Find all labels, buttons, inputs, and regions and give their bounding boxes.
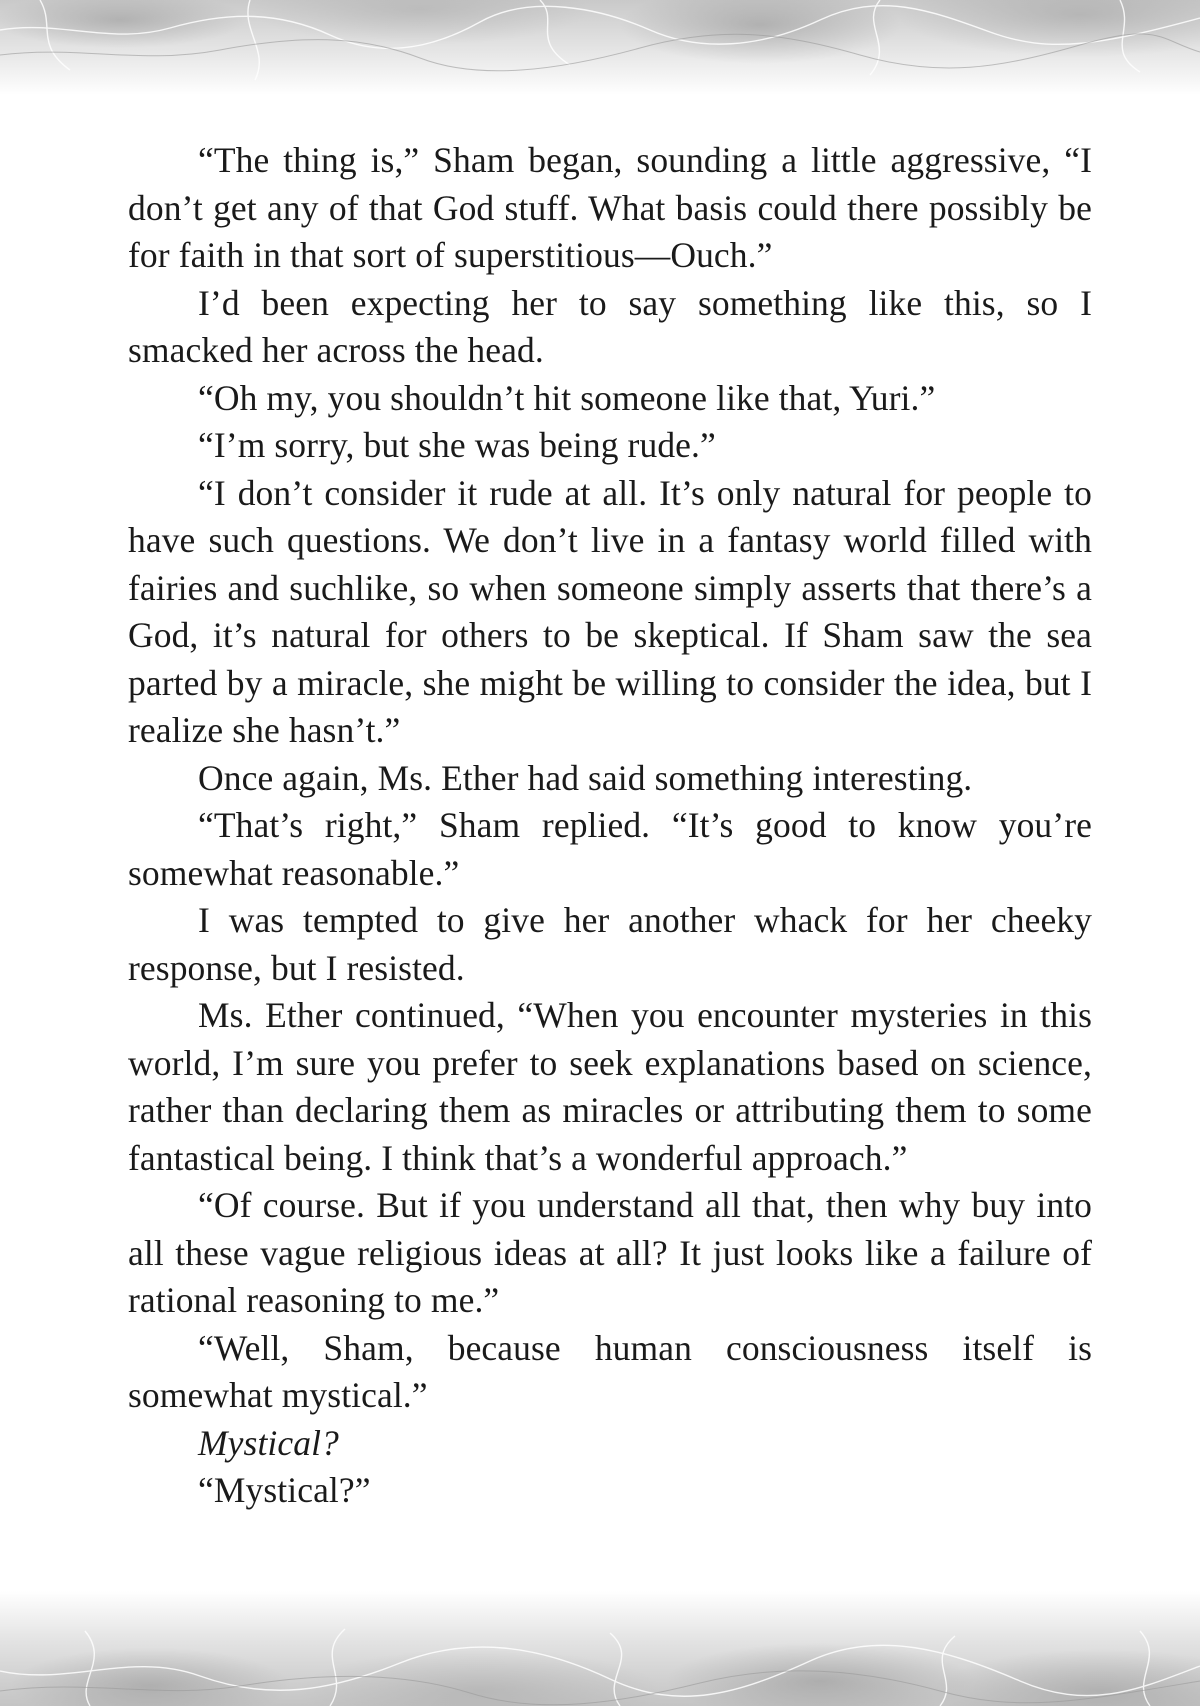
paragraph: “Of course. But if you understand all that, then why buy into all these vague religious ideas at all? It just looks like a failure of rational reasoning to me.”	[128, 1185, 1092, 1320]
paragraph: “Mystical?”	[198, 1470, 371, 1510]
paragraph: “I don’t consider it rude at all. It’s only natural for people to have such questions. We don’t live in a fantasy world filled with fairies and suchlike, so when someone simply asserts that there’s a God, it’s natural for others to be skeptical. If Sham saw the sea parted by a miracle, she might be willing to consider the idea, but I realize she hasn’t.”	[128, 472, 1092, 750]
italic-thought: Mystical?	[198, 1422, 339, 1463]
paragraph: “Well, Sham, because human consciousness itself is somewhat mystical.”	[128, 1327, 1092, 1415]
paragraph: “Oh my, you shouldn’t hit someone like that, Yuri.”	[198, 377, 936, 418]
paragraph: “The thing is,” Sham began, sounding a little aggressive, “I don’t get any of that God stuff. What basis could there possibly be for faith in that sort of superstitious—Ouch.”	[128, 140, 1092, 275]
paragraph: Once again, Ms. Ether had said something interesting.	[198, 757, 973, 798]
page-body	[128, 137, 1092, 1515]
paragraph: Ms. Ether continued, “When you encounter mysteries in this world, I’m sure you prefer to seek explanations based on science, rather than declaring them as miracles or attributing them to some fantastical being. I think that’s a wonderful approach.”	[128, 995, 1092, 1178]
bottom-crack-pattern	[0, 1591, 1200, 1706]
bottom-texture-border	[0, 1591, 1200, 1706]
paragraph: I was tempted to give her another whack for her cheeky response, but I resisted.	[128, 900, 1092, 988]
top-texture-border	[0, 0, 1200, 95]
paragraph: I’d been expecting her to say something like this, so I smacked her across the head.	[128, 282, 1092, 370]
paragraph: “That’s right,” Sham replied. “It’s good to know you’re somewhat reasonable.”	[128, 805, 1092, 893]
paragraph: “I’m sorry, but she was being rude.”	[198, 425, 716, 465]
top-crack-pattern	[0, 0, 1200, 95]
